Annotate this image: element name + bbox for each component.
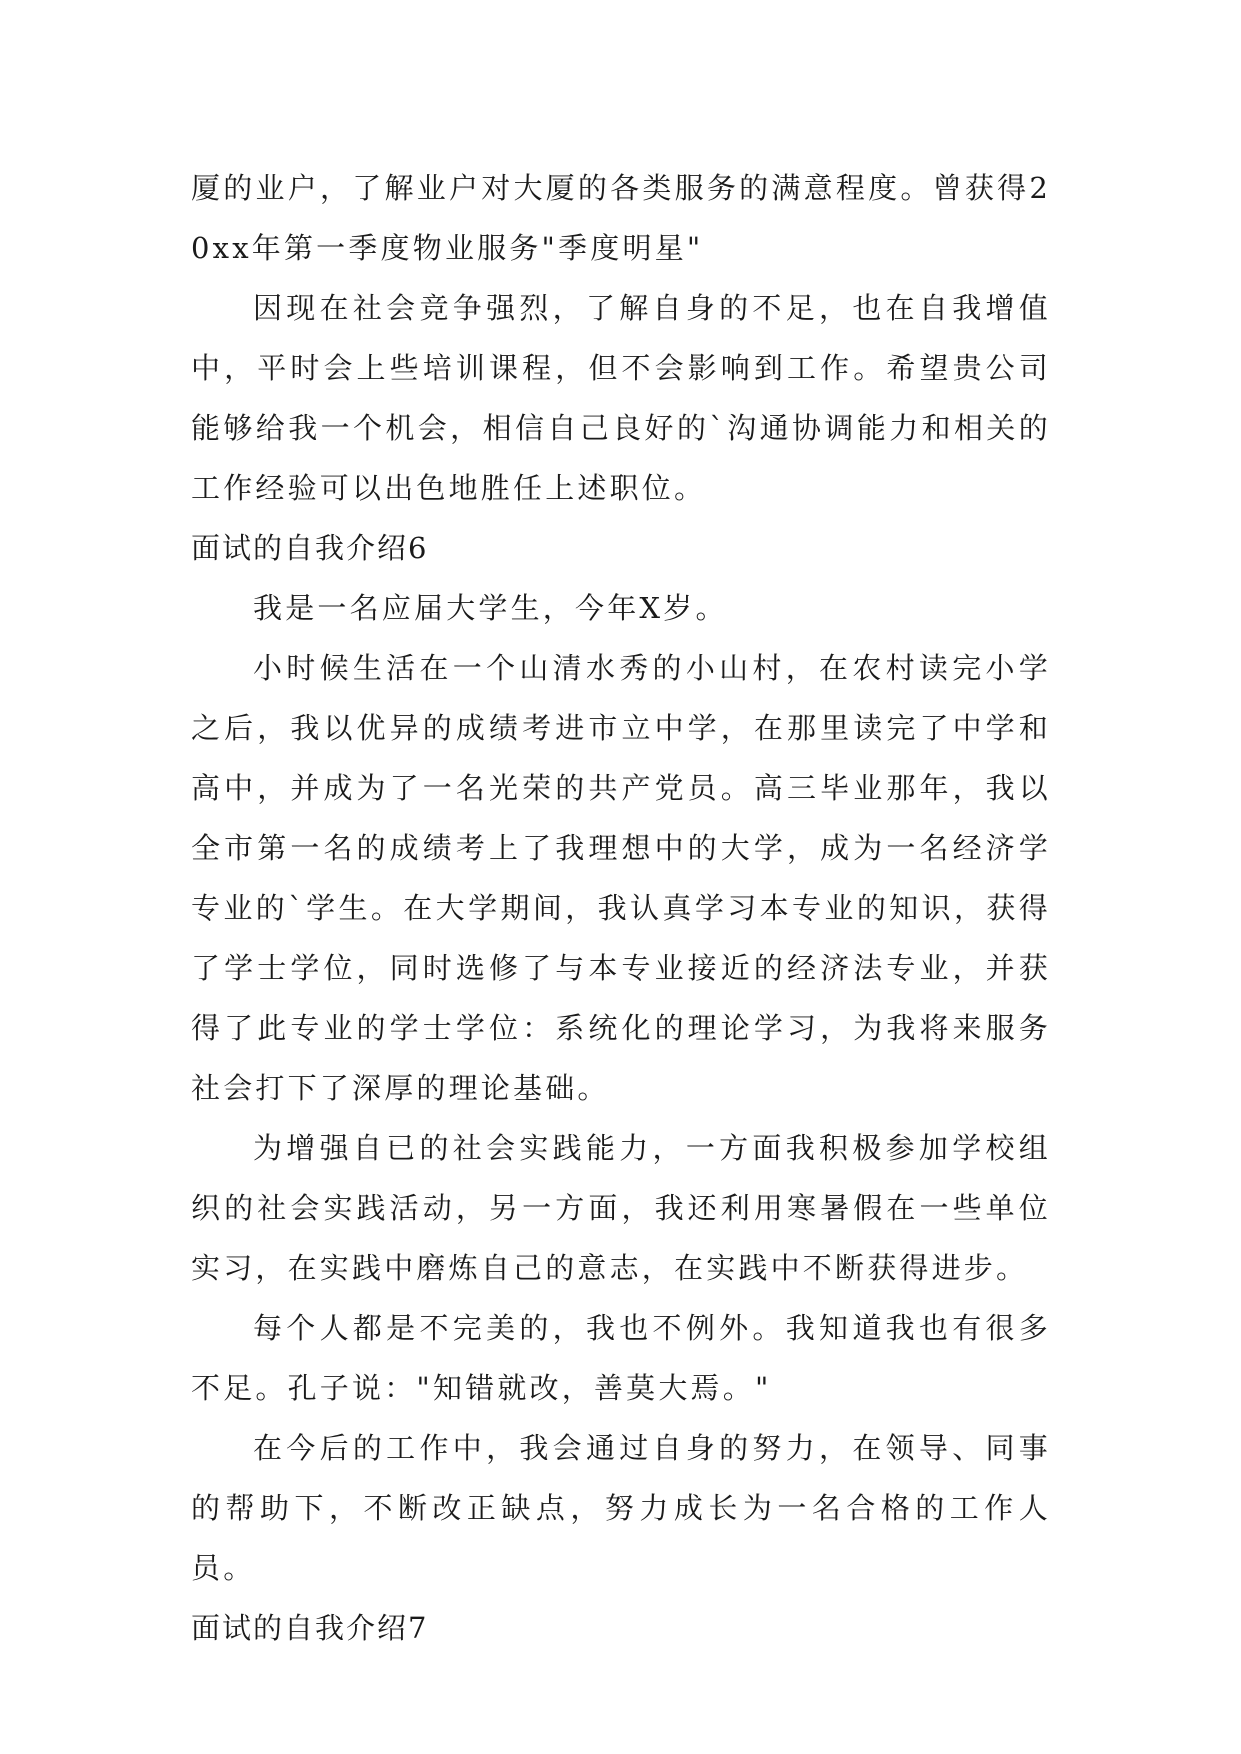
paragraph: 每个人都是不完美的，我也不例外。我知道我也有很多不足。孔子说："知错就改，善莫大焉。"	[191, 1311, 1051, 1405]
paragraph: 为增强自已的社会实践能力，一方面我积极参加学校组织的社会实践活动，另一方面，我还利用寒暑假在一些单位实习，在实践中磨炼自己的意志，在实践中不断获得进步。	[191, 1131, 1051, 1285]
paragraph: 厦的业户，了解业户对大厦的各类服务的满意程度。曾获得20xx年第一季度物业服务"季度明星"	[191, 171, 1051, 265]
paragraph: 小时候生活在一个山清水秀的小山村，在农村读完小学之后，我以优异的成绩考进市立中学，在那里读完了中学和高中，并成为了一名光荣的共产党员。高三毕业那年，我以全市第一名的成绩考上了我理想中的大学，成为一名经济学专业的`学生。在大学期间，我认真学习本专业的知识，获得了学士学位，同时选修了与本专业接近的经济法专业，并获得了此专业的学士学位：系统化的理论学习，为我将来服务社会打下了深厚的理论基础。	[191, 651, 1051, 1105]
section-heading: 面试的自我介绍6	[191, 531, 429, 565]
paragraph: 我是一名应届大学生，今年X岁。	[253, 591, 728, 625]
paragraph: 在今后的工作中，我会通过自身的努力，在领导、同事的帮助下，不断改正缺点，努力成长为一名合格的工作人员。	[191, 1431, 1051, 1585]
section-heading: 面试的自我介绍7	[191, 1611, 429, 1645]
paragraph: 因现在社会竞争强烈，了解自身的不足，也在自我增值中，平时会上些培训课程，但不会影响到工作。希望贵公司能够给我一个机会，相信自己良好的`沟通协调能力和相关的工作经验可以出色地胜任上述职位。	[191, 291, 1051, 505]
document-body	[191, 158, 1051, 1658]
